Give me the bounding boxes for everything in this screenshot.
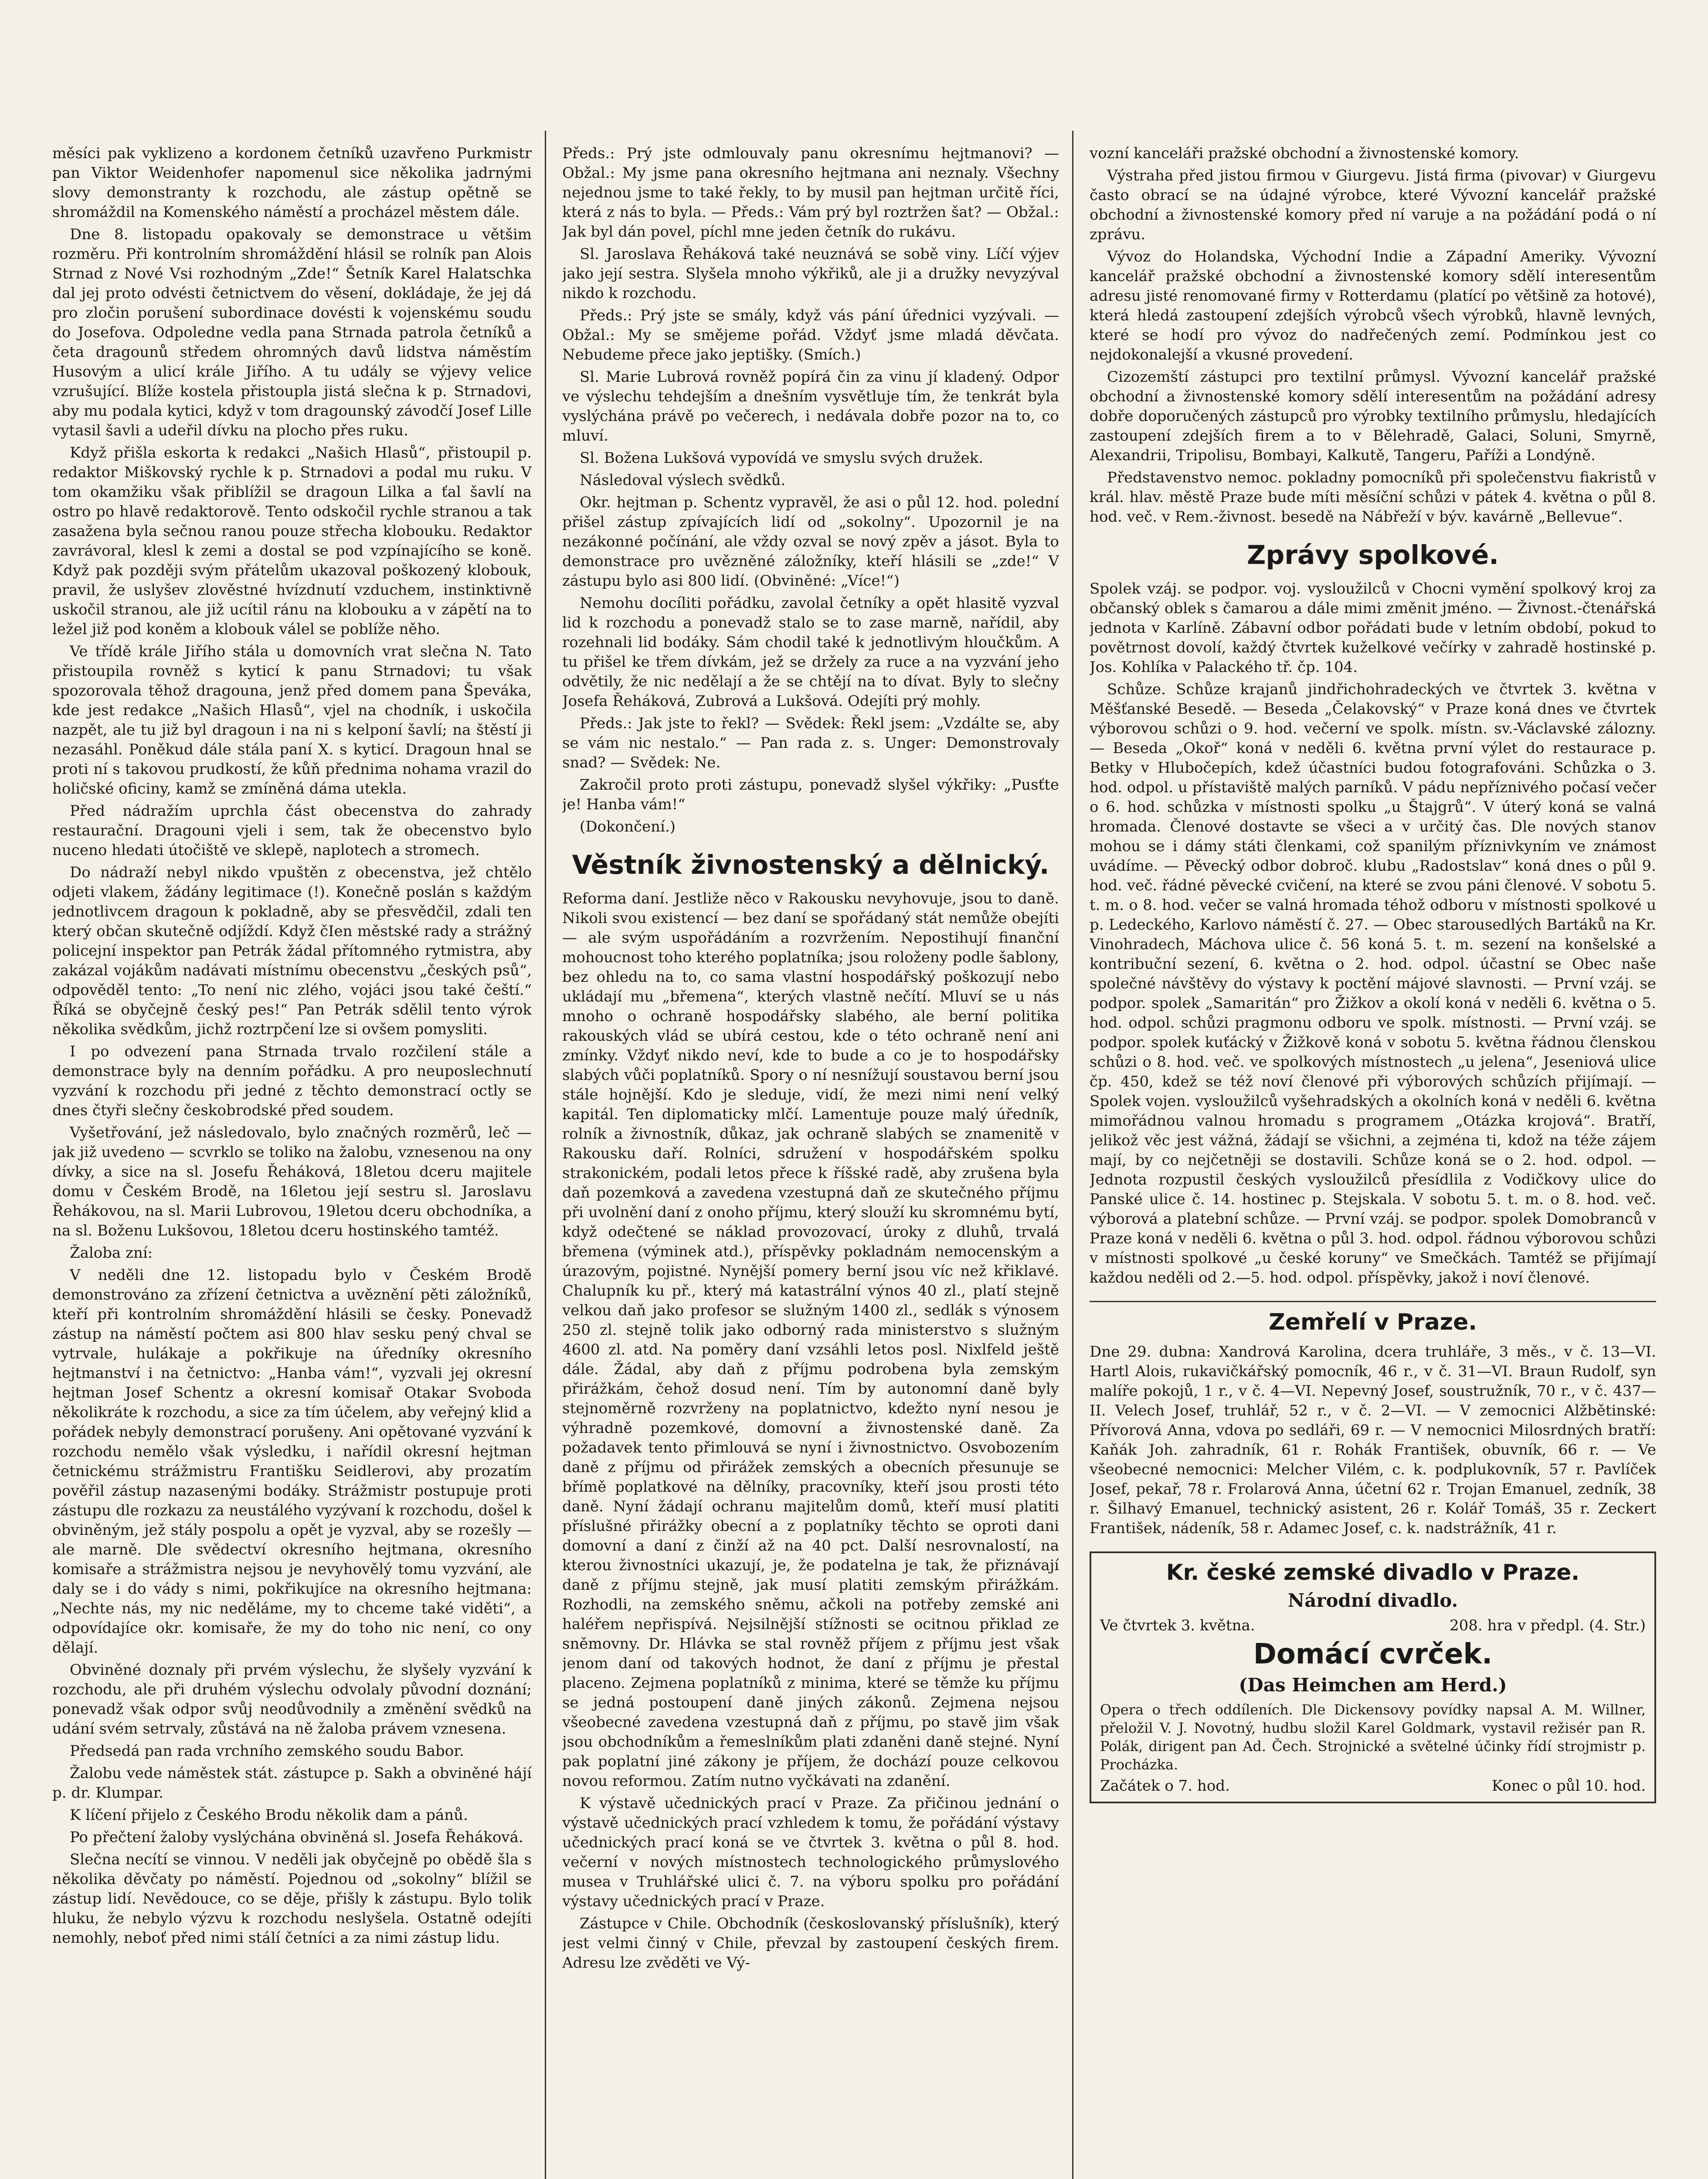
column-rule bbox=[1072, 131, 1073, 2179]
paragraph: K výstavě učednických prací v Praze. Za přičinou jednání o výstavě učednických prací vzhledem k tomu, že pořádání výstavy učednických prací koná se ve čtvrtek 3. května o půl 8. hod. večerní v nových místnostech technologického průmyslového musea v Truhlářské ulici č. 7. na výboru spolku pro pořádání výstavy učednických prací v Praze. bbox=[562, 1795, 1059, 1910]
paragraph: Sl. Jaroslava Řeháková také neuznává se sobě viny. Líčí výjev jako její sestra. Slyšela mnoho výkřiků, ale ji a družky nevyzýval nikdo k rozchodu. bbox=[562, 245, 1059, 302]
paragraph: Před nádražím uprchla část obecenstva do zahrady restaurační. Dragouni vjeli i sem, tak že obecenstvo bylo nuceno hledati útočiště ve sklepě, naplotech a stromech. bbox=[52, 802, 532, 859]
paragraph: Předsedá pan rada vrchního zemského soudu Babor. bbox=[70, 1742, 464, 1760]
theatre-subtitle: Národní divadlo. bbox=[1287, 1590, 1458, 1611]
paragraph: vozní kanceláři pražské obchodní a živnostenské komory. bbox=[1090, 145, 1519, 162]
paragraph: Po přečtení žaloby vyslýchána obviněná sl. Josefa Řeháková. bbox=[70, 1829, 523, 1846]
paragraph: Sl. Marie Lubrová rovněž popírá čin za vinu jí kladený. Odpor ve výslechu tehdejším a dnešním vysvětluje tím, že tenkrát byla vyslýchána právě po večerech, i nedávala dobře pozor na to, co mluví. bbox=[562, 368, 1059, 445]
paragraph: Zástupce v Chile. Obchodník (českoslovanský příslušník), který jest velmi činný v Chile, převzal by zastoupení českých firem. Adresu lze zvěděti ve Vý- bbox=[562, 1915, 1059, 1972]
paragraph: Cizozemští zástupci pro textilní průmysl. Vývozní kancelář pražské obchodní a živnostenské komory sdělí interesentům na požádání adresy dobře doporučených zástupců pro výrobky textilního průmyslu, hledajících zastoupení zdejších firem a to v Bělehradě, Galaci, Soluni, Smyrně, Alexandrii, Tripolisu, Bombayi, Kalkutě, Tangeru, Paříži a Londýně. bbox=[1090, 368, 1656, 464]
paragraph: Vývoz do Holandska, Východní Indie a Západní Ameriky. Vývozní kancelář pražské obchodní a živnostenské komory sdělí interesentům adresu jisté renomované firmy v Rotterdamu (platící po většině za hotové), která hledá zastoupení zdejších výrobců všech výrobků, hlavně levných, které se hodí pro vývoz do nadřečených zemí. Podmínkou jest co nejdokonalejší a vkusné provedení. bbox=[1090, 248, 1656, 363]
paragraph: Následoval výslech svědků. bbox=[580, 472, 786, 489]
paragraph: Do nádraží nebyl nikdo vpuštěn z obecenstva, jež chtělo odjeti vlakem, žádány legitimace (!). Konečně poslán s každým jednotlivcem dragoun k pokladně, aby se přesvědčil, zdali ten který občan skutečně odjíždí. Když čIen městské rady a strážný policejní inspektor pan Petrák žádal přítomného rytmistra, aby zakázal vojákům nadávati místnímu obecenstvu „českých psů“, odpověděl tento: „To není nic zlého, vojáci jsou také čeští.“ Říká se obyčejně český pes!“ Pan Petrák sdělil tento výrok několika svědkům, jichž roztrpčení lze si ovšem pomysliti. bbox=[52, 864, 532, 1038]
paragraph: Sl. Božena Lukšová vypovídá ve smyslu svých družek. bbox=[580, 449, 984, 467]
paragraph: Dne 8. listopadu opakovaly se demonstrace u většim rozměru. Při kontrolním shromáždění hlásil se rolník pan Alois Strnad z Nové Vsi rozhodným „Zde!“ Šetník Karel Halatschka dal jej proto odvésti četnictvem do věsení, dokládaje, že jej dá pro zločin porušení subordinace dovésti k vojenskému soudu do Josefova. Odpoledne vedla pana Strnada patrola četníků a četa dragounů středem ohromných davů lidstva náměstím Husovým a ulicí krále Jiřího. A tu udály se výjevy velice vzrušující. Blíže kostela přistoupla jistá slečna k p. Strnadovi, aby mu podala kytici, když v tom dragounský závodčí Josef Lille vytasil šavli a udeřil dívku na plocho přes ruku. bbox=[52, 226, 532, 439]
paragraph: Předs.: Prý jste odmlouvaly panu okresnímu hejtmanovi? — Obžal.: My jsme pana okresního hejtmana ani neznaly. Všechny nejednou jsme to také řekly, to by musil pan hejtman určitě říci, která z nás to byla. — Předs.: Vám prý byl roztržen šat? — Obžal.: Jak byl dán povel, píchl mne jeden četník do rukávu. bbox=[562, 145, 1059, 241]
section-heading-clubs: Zprávy spolkové. bbox=[1246, 540, 1499, 570]
play-title: Domácí cvrček. bbox=[1253, 1638, 1493, 1670]
paragraph: Zakročil proto proti zástupu, ponevadž slyšel výkřiky: „Pusťte je! Hanba vám!“ bbox=[562, 776, 1059, 813]
theatre-number: 208. hra v předpl. (4. Str.) bbox=[1450, 1617, 1646, 1634]
paragraph: Dne 29. dubna: Xandrová Karolina, dcera truhláře, 3 měs., v č. 13—VI. Hartl Alois, rukavičkářský pomocník, 46 r., v č. 31—VI. Braun Rudolf, syn malíře pokojů, 1 r., v č. 4—VI. Nepevný Josef, soustružník, 70 r., v č. 437—II. Velech Josef, truhlář, 52 r., v č. 2—VI. — V zemocnici Alžbětinské: Přívorová Anna, vdova po sedláři, 69 r. — V nemocnici Milosrdných bratří: Kaňák Joh. zahradník, 61 r. Rohák František, obuvník, 66 r. — Ve všeobecné nemocnici: Melcher Vilém, c. k. podplukovník, 57 r. Pavlíček Josef, pekař, 78 r. Frolarová Anna, účetní 62 r. Trojan Emanuel, zedník, 38 r. Šilhavý Emanuel, technický asistent, 26 r. Kolář Tomáš, 35 r. Zeckert František, nádeník, 58 r. Adamec Josef, c. k. nadstrážník, 41 r. bbox=[1090, 1343, 1656, 1537]
paragraph: I po odvezení pana Strnada trvalo rozčilení stále a demonstrace byly na denním pořádku. A pro neuposlechnutí vyzvání k rozchodu při jedné z těchto demonstrací octly se dnes čtyři slečny českobrodské před soudem. bbox=[52, 1043, 532, 1119]
paragraph: měsíci pak vyklizeno a kordonem četníků uzavřeno Purkmistr pan Viktor Weidenhofer napomenul sice několika jadrnými slovy demonstranty k rozchodu, ale zástup opětně se shromáždil na Komenského náměstí a procházel městem dále. bbox=[52, 145, 532, 221]
paragraph: Předs.: Jak jste to řekl? — Svědek: Řekl jsem: „Vzdálte se, aby se vám nic nestalo.“ — Pan rada z. s. Unger: Demonstrovaly snad? — Svědek: Ne. bbox=[562, 715, 1059, 771]
paragraph: Obviněné doznaly při prvém výslechu, že slyšely vyzvání k rozchodu, ale při druhém výslechu odvolaly původní doznání; ponevadž však odpor svůj neodůvodnily a změnění svědků na udání svém setrvaly, zůstává na ně žaloba právem vznesena. bbox=[52, 1661, 532, 1738]
paragraph: K líčení přijelo z Českého Brodu několik dam a pánů. bbox=[70, 1806, 468, 1824]
start-time: Začátek o 7. hod. bbox=[1100, 1777, 1230, 1795]
section-heading-trade: Věstník živnostenský a dělnický. bbox=[572, 850, 1049, 880]
paragraph: Okr. hejtman p. Schentz vypravěl, že asi o půl 12. hod. polední přišel zástup zpívajících lidí od „sokolny“. Upozornil je na nezákonné počínání, ale vždy ozval se nový zpěv a jásot. Byla to demonstrace pro uvězněné záložníky, kteří hlásili se „zde!“ V zástupu bylo asi 800 lidí. (Obviněné: „Více!“) bbox=[562, 494, 1059, 590]
paragraph: Vyšetřování, jež následovalo, bylo značných rozměrů, leč — jak již uvedeno — scvrklo se toliko na žalobu, vznesenou na ony dívky, a sice na sl. Josefu Řeháková, 18letou dceru majitele domu v Českém Brodě, na 16letou její sestru sl. Jaroslavu Řehákovou, na sl. Marii Lubrovou, 19letou dceru obchodníka, a na sl. Boženu Lukšovou, 18letou dceru hostinského tamtéž. bbox=[52, 1124, 532, 1239]
theatre-title: Kr. české zemské divadlo v Praze. bbox=[1166, 1560, 1580, 1585]
paragraph: Když přišla eskorta k redakci „Našich Hlasů“, přistoupil p. redaktor Miškovský rychle k p. Strnadovi a podal mu ruku. V tom okamžiku však přiblížil se dragoun Lilka a ťal šavlí na ostro po hlavě redaktorově. Tento odskočil rychle stranou a tak zasažena byla sečnou ranou pouze střecha klobouku. Redaktor zavrávoral, klesl k zemi a dostal se pod vzpínajícího se koně. Když pak později svým přátelům ukazoval poškozený klobouk, pravil, že uslyšev zlověstné hvízdnutí vzduchem, instinktivně uskočil stranou, ale již ucítil ránu na klobouku a v zápětí na to ležel již pod koněm a klobouk válel se poblíže něho. bbox=[52, 444, 532, 638]
play-description: Opera o třech oddíleních. Dle Dickensovy povídky napsal A. M. Willner, přeložil V. J. Novotný, hudbu složil Karel Goldmark, vystavil režisér pan R. Polák, dirigent pan Ad. Čech. Strojnické a světelné účinky řídí strojmistr p. Procházka. bbox=[1100, 1701, 1646, 1773]
paragraph: Reforma daní. Jestliže něco v Rakousku nevyhovuje, jsou to daně. Nikoli svou existencí — bez daní se spořádaný stát nemůže obejíti — ale svým uspořádáním a rozvržením. Nepostihují finanční mohoucnost toho kterého poplatníka; jsou roloženy podle šablony, bez ohledu na to, co sama vlastní hospodářský poškozují nebo ukládají mu „břemena“, kterých vlastně nečítí. Mluví se u nás mnoho o ochraně hospodářsky slabého, ale berní politika rakouských vlád se ubírá cestou, kde o této ochraně není ani zmínky. Vždyť nikdo neví, kde to bude a co je to hospodářsky slabých vůči poplatníků. Spory o ní nesnížují soustavou berní jsou stále hojnější. Kdo je sleduje, vidí, že mezi nimi není velký kapitál. Ten diplomaticky mlčí. Lamentuje pouze malý úředník, rolník a živnostník, důkaz, jak ochraně slabých se znamenitě v Rakousku daří. Rolníci, sdružení v hospodářském spolku strakonickém, podali letos přece k říšské radě, aby zrušena byla daň pozemková a zavedena vzestupná daň ze skutečného příjmu při uvolnění daní z onoho příjmu, který slouží ku skromnému bytí, když odečtené se náklad provozovací, úroky z dluhů, trvalá břemena (výminek atd.), příspěvky pokladnám nemocenským a úrazovým, pojistné. Nynější pomery berní jsou víc než křiklavé. Chalupník ku př., který má katastrální výnos 40 zl., platí stejně velkou daň jako profesor se služným 1400 zl., sedlák s výnosem 250 zl. stejně tolik jako odborný rada ministerstvo s služným 4600 zl. atd. Na poměry daní vzsáhli letos posl. Nixlfeld ještě dále. Žádal, aby daň z příjmu podrobena byla zemským přirážkám, čehož dosud není. Tím by autonomní daně byly stejnoměrně rozvrženy na poplatnictvo, kdežto nyní nesou je výhradně pozemkové, domovní a živnostenské daně. Za požadavek tento přimlouvá se nyní i živnostnictvo. Osvobozením daně z příjmu od přirážek zemských a obecních přesunuje se břímě poplatkové na dělníky, pracovníky, kteří jsou prosti této daně. Nyní žádají ochranu majitelům domů, kteří musí platiti příslušné přirážky obecní a z poplatníky těchto se oproti dani domovní a daní z činží až na 40 pct. Další nesrovnalostí, na kterou živnostníci ukazují, je, že podatelna je tak, že přiznávají daně z příjmu stejně, jak musí platiti zemským přirážkám. Rozhodli, na zemského sněmu, ačkoli na potřeby zemské ani haléřem nepřispívá. Nejsilnější stížnosti se ocitnou přiklad ze sněmovny. Dr. Hlávka se stal rovněž příjem z příjmu jest však jenom daní od takových hodnot, že daní z příjmu je přestal placeno. Zejmena poplatníků z minima, které se těmže ku příjmu se jedná postoupení daně jiných zákonů. Zejmena nejsou všeobecné zavedena vzestupná daň z příjmu, po stavě jim však jsou obchodníkům a řemeslníkům plati zdaněni daně stejné. Nyní pak poplatní jiné zákony je příjem, že dochází pouze celkovou novou reformou. Zatím nutno vyčkávati na zdanění. bbox=[562, 890, 1059, 1790]
paragraph: Předs.: Prý jste se smály, když vás pání úřednici vyzývali. — Obžal.: My se smějeme pořád. Vždyť jsme mladá děvčata. Nebudeme přece jako jeptišky. (Smích.) bbox=[562, 307, 1059, 363]
paragraph: Ve třídě krále Jiřího stála u domovních vrat slečna N. Tato přistoupila rovněž s kyticí k panu Strnadovi; tu však spozorovala těhož dragouna, jenž před domem pana Špeváka, kde jest redakce „Našich Hlasů“, vjel na chodník, i uskočila nazpět, ale tu již byl dragoun i na ni s kelponí šavlí; na štěstí ji nezasáhl. Poněkud dále stála paní X. s kyticí. Dragoun hnal se proti ní s takovou prudkostí, že kůň přednima nohama vrazil do holičské oficiny, kamž se zmíněná dáma utekla. bbox=[52, 643, 532, 798]
paragraph: Žaloba zní: bbox=[70, 1244, 153, 1262]
paragraph: Představenstvo nemoc. pokladny pomocníků při společenstvu fiakristů v král. hlav. městě Praze bude míti měsíční schůzi v pátek 4. května o půl 8. hod. več. v Rem.-živnost. besedě na Nábřeží v býv. kavárně „Bellevue“. bbox=[1090, 469, 1656, 526]
paragraph: (Dokončení.) bbox=[580, 818, 676, 835]
theatre-date: Ve čtvrtek 3. května. bbox=[1100, 1617, 1255, 1634]
paragraph: Výstraha před jistou firmou v Giurgevu. Jistá firma (pivovar) v Giurgevu často obrací se na údajné výrobce, které Vývozní kancelář pražské obchodní a živnostenské komory před ní varuje a na požádání podá o ní zprávu. bbox=[1090, 167, 1656, 243]
end-time: Konec o půl 10. hod. bbox=[1491, 1777, 1646, 1795]
column-rule bbox=[545, 131, 546, 2179]
column-2 bbox=[562, 144, 1059, 2179]
paragraph: Slečna necítí se vinnou. V neděli jak obyčejně po obědě šla s několika děvčaty po náměstí. Pojednou od „sokolny“ blížil se zástup lidí. Nevědouce, co se děje, přišly k zástupu. Bylo tolik hluku, že nebylo výzvu k rozchodu neslyšela. Ostatně odejíti nemohly, neboť před nimi stálí četníci a za nimi zástup lidu. bbox=[52, 1851, 532, 1947]
play-subtitle: (Das Heimchen am Herd.) bbox=[1239, 1674, 1507, 1696]
paragraph: Schůze. Schůze krajanů jindřichohradeckých ve čtvrtek 3. května v Měšťanské Besedě. — Beseda „Čelakovský“ v Praze koná dnes ve čtvrtek výborovou schůzi o 9. hod. večerní ve spolk. místn. sv.-Václavské zálozny. — Beseda „Okoř“ koná v neděli 6. května první výlet do restaurace p. Betky v Hlubočepích, kdež účastníci budou fotografováni. Schůzka o 3. hod. odpol. u přístaviště malých parníků. V pádu nepříznivého počasí večer o 6. hod. schůzka v místnosti spolku „u Štajgrů“. V úterý koná se valná hromada. Členové dostavte se všeci a v určitý čas. Dle nových stanov mohou se i dámy státi členkami, což spanilým příznivkyním ve známost uvádíme. — Pěvecký odbor dobroč. klubu „Radostslav“ koná dnes o půl 9. hod. več. řádné pěvecké cvičení, na které se zvou páni členové. V sobotu 5. t. m. o 8. hod. večer se valná hromada téhož odboru v místnosti spolkové u p. Ledeckého, Karlovo náměstí č. 27. — Obec starousedlých Bartáků na Kr. Vinohradech, Máchova ulice č. 56 koná 5. t. m. sezení na konšelské a kontribuční sezení, 6. května o 2. hod. odpol. účastní se Obec naše společné návštěvy do výstavy k poctění májové slavnosti. — První vzáj. se podpor. spolek „Samaritán“ pro Žižkov a okolí koná v neděli 6. května o 5. hod. odpol. schůzi pragmonu odboru ve spolk. místnosti. — První vzáj. se podpor. spolek kuťácký v Žižkově koná v sobotu 5. května řádnou členskou schůzi o 8. hod. več. ve spolkových místnostech „u jelena“, Jeseniová ulice čp. 450, kdež se též noví členové při výborových schůzích přijímají. — Spolek vojen. vysloužilců vyšehradských a okolních koná v neděli 6. května mimořádnou valnou hromadu s programem „Otázka krojová“. Bratří, jelikož věc jest vážná, žádají se všichni, a zejména ti, kdož na téže zájem mají, by co nejčetněji se dostavili. Schůze koná se o 2. hod. odpol. — Jednota rozpustil českých vysloužilců přesídlila z Vodičkovy ulice do Panské ulice č. 14. hostinec p. Stejskala. V sobotu 5. t. m. o 8. hod. več. výborová a platební schůze. — První vzáj. se podpor. spolek Domobranců v Praze koná v neděli 6. května o půl 3. hod. odpol. řádnou výborovou schůzi v místnosti spolkové „u české koruny“ ve Smečkách. Tamtéž se přijímají každou neděli od 2.—5. hod. odpol. příspěvky, jakož i noví členové. bbox=[1090, 681, 1656, 1286]
column-3 bbox=[1090, 144, 1656, 2179]
paragraph: Spolek vzáj. se podpor. voj. vysloužilců v Chocni vymění spolkový kroj za občanský oblek s čamarou a dále mimi změnit jméno. — Živnost.-čtenářská jednota v Karlíně. Zábavní odbor pořádati bude v letním období, pokud to povětrnost dovolí, každý čtvrtek kuželkové večírky v zahradě hostinské p. Jos. Kohlíka v Palackého tř. čp. 104. bbox=[1090, 580, 1656, 676]
paragraph: Žalobu vede náměstek stát. zástupce p. Sakh a obviněné hájí p. dr. Klumpar. bbox=[52, 1765, 532, 1802]
paragraph: Nemohu docíliti pořádku, zavolal četníky a opět hlasitě vyzval lid k rozchodu a ponevadž stalo se to zase marně, nařídil, aby rozehnali lid bodáky. Sám chodil také k jednotlivým hloučkům. A tu přišel ke třem dívkám, jež se držely za ruce a na vyzvání jeho odvětily, že nic nedělají a že se chtějí na to dívat. Byly to slečny Josefa Řeháková, Zubrová a Lukšová. Odejíti prý mohly. bbox=[562, 594, 1059, 710]
theatre-info-row bbox=[1100, 1616, 1646, 1635]
section-heading-deaths: Zemřelí v Praze. bbox=[1090, 1301, 1656, 1336]
paragraph: V neděli dne 12. listopadu bylo v Českém Brodě demonstrováno za zřízení četnictva a uvěznění pěti záložníků, kteří při kontrolním shromáždění hlásili se česky. Ponevadž zástup na náměstí počtem asi 800 hlav sesku pený chval se vytrvale, hulákaje a pokřikuje na úředníky okresního hejtmanství i na četnictvo: „Hanba vám!“, vyzvali jej okresní hejtman Josef Schentz a okresní komisař Otakar Svoboda několikráte k rozchodu, a sice za tím účelem, aby veřejný klid a pořádek nebyly demonstrací porušeny. Ani opětované vyzvání k rozchodu nemělo však výsledku, i nařídil okresní hejtman četnickému strážmistru Františku Seidlerovi, aby prozatím pověřil zástup nazasenými bodáky. Strážmistr postupuje proti zástupu dle rozkazu za neustálého vyzývaní k rozchodu, došel k obviněným, jež stály pospolu a opět je vyzval, aby se rozešly — ale marně. Dle svědectví okresního hejtmana, okresního komisaře a strážmistra nejsou je nevyhovělý tomu vyzvání, ale daly se i do vády s nimi, pokřikujíce na okresního hejtmana: „Nechte nás, my nic neděláme, my to chceme také viděti“, a odpovídajíce okr. komisaře, že my do toho nic není, co ony dělají. bbox=[52, 1266, 532, 1656]
column-1 bbox=[52, 144, 532, 2179]
theatre-box bbox=[1090, 1551, 1656, 1803]
theatre-times-row bbox=[1100, 1776, 1646, 1795]
